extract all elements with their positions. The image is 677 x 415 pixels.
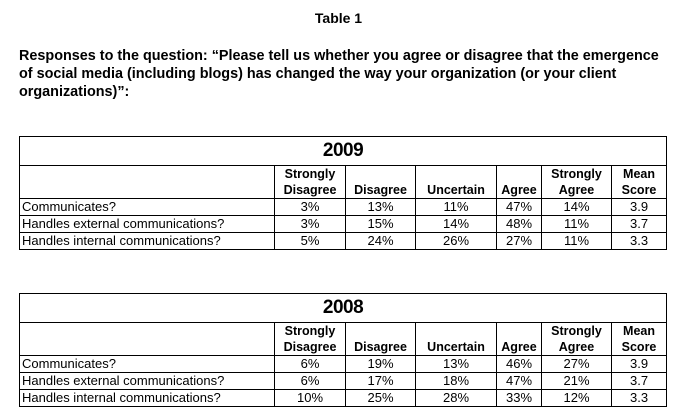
cell-disagree: 15% — [346, 216, 416, 233]
cell-mean-score: 3.3 — [612, 233, 667, 250]
cell-strongly-agree: 14% — [542, 199, 612, 216]
table-caption: Table 1 — [314, 10, 363, 26]
column-header-mean-score: Mean Score — [612, 166, 667, 199]
cell-disagree: 19% — [346, 356, 416, 373]
cell-agree: 48% — [497, 216, 542, 233]
table-row — [20, 199, 667, 216]
cell-uncertain: 11% — [416, 199, 497, 216]
table-row — [20, 216, 667, 233]
column-header-strongly-disagree: Strongly Disagree — [275, 323, 346, 356]
cell-strongly-disagree: 5% — [275, 233, 346, 250]
column-header-uncertain: Uncertain — [416, 323, 497, 356]
cell-disagree: 25% — [346, 390, 416, 407]
cell-strongly-agree: 11% — [542, 216, 612, 233]
row-label: Handles internal communications? — [20, 233, 275, 250]
cell-strongly-agree: 21% — [542, 373, 612, 390]
cell-disagree: 24% — [346, 233, 416, 250]
cell-agree: 46% — [497, 356, 542, 373]
cell-uncertain: 28% — [416, 390, 497, 407]
table-row — [20, 356, 667, 373]
cell-strongly-agree: 27% — [542, 356, 612, 373]
column-header-mean-score: Mean Score — [612, 323, 667, 356]
row-label: Handles internal communications? — [20, 390, 275, 407]
header-blank-cell — [20, 323, 275, 356]
cell-mean-score: 3.7 — [612, 216, 667, 233]
cell-disagree: 13% — [346, 199, 416, 216]
cell-strongly-disagree: 6% — [275, 373, 346, 390]
column-header-disagree: Disagree — [346, 166, 416, 199]
header-blank-cell — [20, 166, 275, 199]
cell-uncertain: 13% — [416, 356, 497, 373]
cell-uncertain: 14% — [416, 216, 497, 233]
cell-strongly-agree: 12% — [542, 390, 612, 407]
column-header-uncertain: Uncertain — [416, 166, 497, 199]
table-year-heading: 2008 — [20, 294, 667, 323]
cell-uncertain: 18% — [416, 373, 497, 390]
cell-uncertain: 26% — [416, 233, 497, 250]
column-header-strongly-agree: Strongly Agree — [542, 323, 612, 356]
row-label: Communicates? — [20, 356, 275, 373]
cell-strongly-disagree: 3% — [275, 199, 346, 216]
cell-strongly-disagree: 10% — [275, 390, 346, 407]
cell-agree: 33% — [497, 390, 542, 407]
results-table-2008 — [19, 293, 667, 407]
cell-agree: 47% — [497, 373, 542, 390]
survey-question: Responses to the question: “Please tell us whether you agree or disagree that the emergence of social media (including blogs) has changed the way your organization (or your client organizations)”: — [19, 48, 659, 100]
column-header-agree: Agree — [497, 166, 542, 199]
cell-mean-score: 3.9 — [612, 199, 667, 216]
column-header-agree: Agree — [497, 323, 542, 356]
table-row — [20, 373, 667, 390]
cell-strongly-agree: 11% — [542, 233, 612, 250]
table-year-heading: 2009 — [20, 137, 667, 166]
column-header-strongly-agree: Strongly Agree — [542, 166, 612, 199]
cell-agree: 47% — [497, 199, 542, 216]
results-table-2009 — [19, 136, 667, 250]
cell-mean-score: 3.7 — [612, 373, 667, 390]
cell-strongly-disagree: 3% — [275, 216, 346, 233]
cell-mean-score: 3.3 — [612, 390, 667, 407]
column-header-disagree: Disagree — [346, 323, 416, 356]
row-label: Handles external communications? — [20, 216, 275, 233]
row-label: Communicates? — [20, 199, 275, 216]
table-row — [20, 390, 667, 407]
cell-strongly-disagree: 6% — [275, 356, 346, 373]
column-header-strongly-disagree: Strongly Disagree — [275, 166, 346, 199]
cell-mean-score: 3.9 — [612, 356, 667, 373]
table-row — [20, 233, 667, 250]
cell-disagree: 17% — [346, 373, 416, 390]
cell-agree: 27% — [497, 233, 542, 250]
row-label: Handles external communications? — [20, 373, 275, 390]
